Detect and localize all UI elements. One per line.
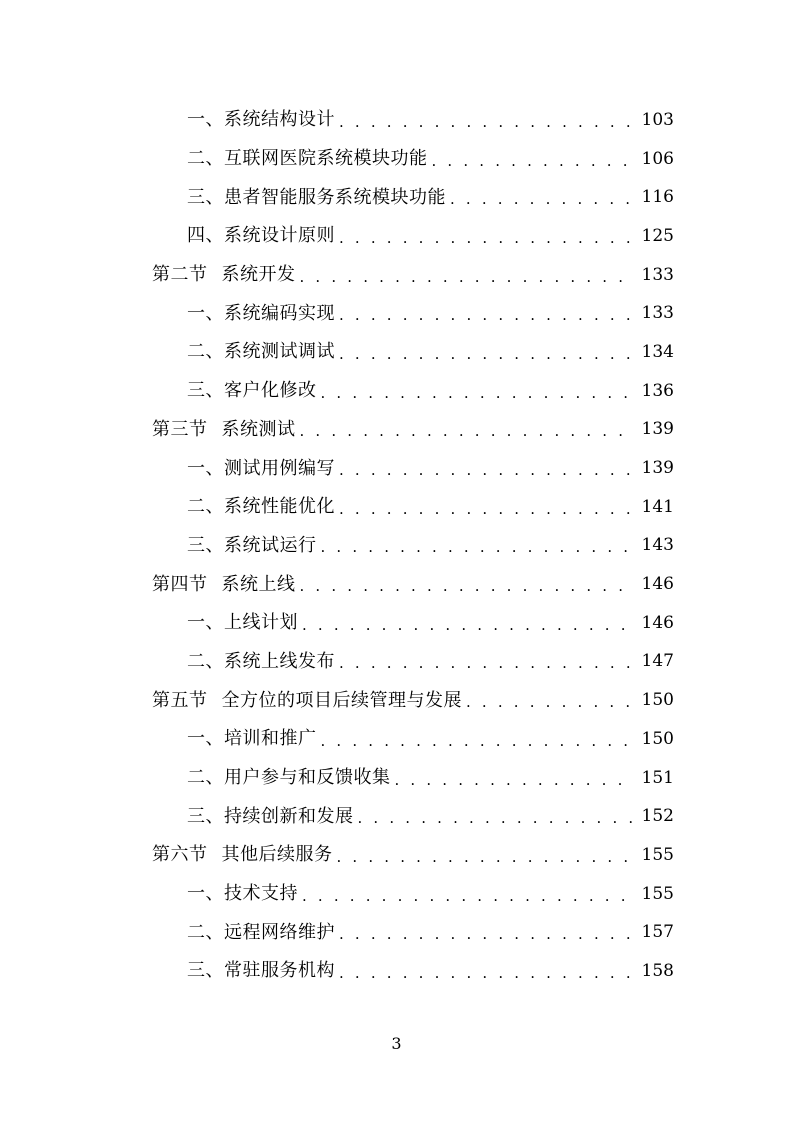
toc-entry[interactable] <box>0 604 793 643</box>
section-number: 第六节 <box>152 844 208 866</box>
toc-page-number: 141 <box>641 496 674 517</box>
toc-entry[interactable] <box>0 217 793 256</box>
section-number: 第二节 <box>152 264 208 286</box>
toc-entry[interactable] <box>0 797 793 836</box>
toc-section-entry[interactable] <box>0 836 793 875</box>
toc-entry[interactable] <box>0 372 793 411</box>
toc-entry-label: 系统测试 <box>221 418 296 440</box>
dot-leader <box>339 656 632 671</box>
toc-entry-title <box>152 418 296 440</box>
toc-page-number: 147 <box>641 651 674 672</box>
toc-page-number: 146 <box>641 574 674 595</box>
toc-page-number: 125 <box>641 225 674 246</box>
toc-entry-title <box>152 266 296 284</box>
toc-page-number: 158 <box>641 960 674 981</box>
toc-entry-label: 全方位的项目后续管理与发展 <box>221 689 462 711</box>
dot-leader <box>300 424 633 439</box>
toc-entry-label: 四、系统设计原则 <box>187 225 335 247</box>
toc-page-number: 133 <box>641 264 674 285</box>
dot-leader <box>450 192 632 207</box>
toc-entry-label: 二、远程网络维护 <box>187 921 335 943</box>
toc-entry-label: 三、系统试运行 <box>187 534 317 556</box>
dot-leader <box>321 540 633 555</box>
toc-entry[interactable] <box>0 913 793 952</box>
dot-leader <box>302 618 632 633</box>
toc-entry[interactable] <box>0 527 793 566</box>
dot-leader <box>339 463 632 478</box>
toc-page-number: 151 <box>641 767 674 788</box>
toc-entry[interactable] <box>0 140 793 179</box>
toc-entry[interactable] <box>0 101 793 140</box>
dot-leader <box>300 270 633 285</box>
toc-page-number: 155 <box>641 844 674 865</box>
toc-page-number: 139 <box>641 458 674 479</box>
dot-leader <box>339 966 632 981</box>
toc-entry-label: 三、持续创新和发展 <box>187 805 354 827</box>
dot-leader <box>321 734 633 749</box>
dot-leader <box>395 773 633 788</box>
dot-leader <box>358 811 633 826</box>
toc-entry-label: 一、系统结构设计 <box>187 109 335 131</box>
toc-entry-label: 一、培训和推广 <box>187 728 317 750</box>
toc-entry-label: 二、系统测试调试 <box>187 341 335 363</box>
toc-entry-label: 二、系统性能优化 <box>187 496 335 518</box>
toc-entry[interactable] <box>0 643 793 682</box>
toc-entry-label: 一、上线计划 <box>187 612 298 634</box>
table-of-contents <box>0 101 793 991</box>
dot-leader <box>337 850 633 865</box>
toc-page-number: 150 <box>641 728 674 749</box>
dot-leader <box>300 579 633 594</box>
toc-entry-title <box>152 689 462 711</box>
dot-leader <box>302 889 632 904</box>
toc-entry[interactable] <box>0 488 793 527</box>
toc-page-number: 103 <box>641 109 674 130</box>
dot-leader <box>339 502 632 517</box>
dot-leader <box>339 231 632 246</box>
toc-page-number: 155 <box>641 883 674 904</box>
toc-entry[interactable] <box>0 294 793 333</box>
dot-leader <box>432 154 633 169</box>
toc-entry-label: 二、系统上线发布 <box>187 650 335 672</box>
toc-section-entry[interactable] <box>0 681 793 720</box>
dot-leader <box>466 695 632 710</box>
toc-page-number: 106 <box>641 148 674 169</box>
toc-page-number: 139 <box>641 419 674 440</box>
toc-entry[interactable] <box>0 178 793 217</box>
toc-page-number: 133 <box>641 303 674 324</box>
dot-leader <box>339 927 632 942</box>
dot-leader <box>321 386 633 401</box>
toc-entry-label: 三、客户化修改 <box>187 380 317 402</box>
toc-section-entry[interactable] <box>0 256 793 295</box>
toc-entry-label: 二、用户参与和反馈收集 <box>187 767 391 789</box>
toc-entry-label: 系统开发 <box>221 264 296 286</box>
toc-page-number: 134 <box>641 341 674 362</box>
dot-leader <box>339 347 632 362</box>
toc-page-number: 136 <box>641 380 674 401</box>
toc-entry[interactable] <box>0 449 793 488</box>
dot-leader <box>339 115 632 130</box>
dot-leader <box>339 308 632 323</box>
toc-section-entry[interactable] <box>0 565 793 604</box>
toc-entry-label: 一、技术支持 <box>187 883 298 905</box>
toc-entry[interactable] <box>0 333 793 372</box>
toc-entry-label: 三、常驻服务机构 <box>187 960 335 982</box>
toc-entry[interactable] <box>0 759 793 798</box>
toc-entry-title <box>152 573 296 595</box>
toc-entry-label: 一、系统编码实现 <box>187 302 335 324</box>
toc-page-number: 116 <box>641 187 674 208</box>
section-number: 第三节 <box>152 418 208 440</box>
toc-entry[interactable] <box>0 875 793 914</box>
toc-entry[interactable] <box>0 952 793 991</box>
toc-page-number: 157 <box>641 922 674 943</box>
section-number: 第五节 <box>152 689 208 711</box>
toc-entry[interactable] <box>0 720 793 759</box>
toc-section-entry[interactable] <box>0 411 793 450</box>
toc-entry-title <box>152 846 333 864</box>
section-number: 第四节 <box>152 573 208 595</box>
toc-page-number: 152 <box>641 806 674 827</box>
toc-entry-label: 一、测试用例编写 <box>187 457 335 479</box>
toc-page-number: 146 <box>641 612 674 633</box>
toc-entry-label: 系统上线 <box>221 573 296 595</box>
toc-page-number: 150 <box>641 690 674 711</box>
toc-page-number: 143 <box>641 535 674 556</box>
toc-entry-label: 二、互联网医院系统模块功能 <box>187 148 428 170</box>
page-number: 3 <box>391 1034 402 1053</box>
toc-entry-label: 三、患者智能服务系统模块功能 <box>187 186 446 208</box>
toc-entry-label: 其他后续服务 <box>221 844 333 866</box>
